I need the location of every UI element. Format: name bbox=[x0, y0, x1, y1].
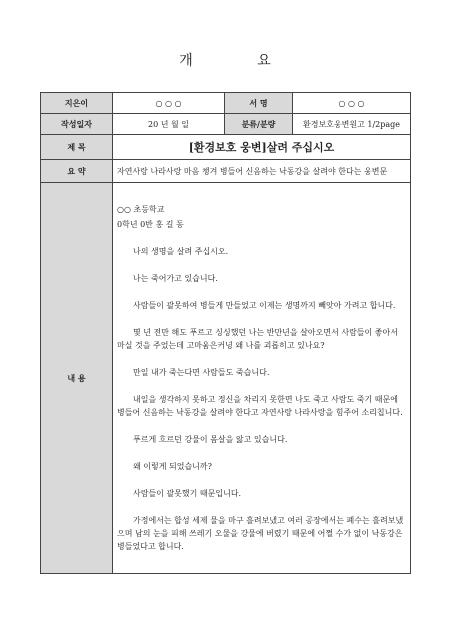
sign-value: ○ ○ ○ bbox=[293, 93, 411, 114]
paragraph: 나의 생명을 살려 주십시오. bbox=[133, 247, 229, 256]
paragraph: 가정에서는 합성 세제 물을 마구 흘려보냈고 여러 공장에서는 폐수는 흘려보냈으며 남의 눈을 피해 쓰레기 오물을 강물에 버렸기 때문에 어쩔 수가 없이 낙동강은 병들었다고 합니다. bbox=[117, 516, 404, 551]
sign-label: 서 명 bbox=[225, 93, 293, 114]
author-label: 지은이 bbox=[41, 93, 113, 114]
overview-form-table bbox=[40, 92, 411, 574]
content-body bbox=[113, 183, 411, 574]
paragraph: 내일을 생각하지 못하고 정신을 차리지 못한면 나도 죽고 사람도 죽기 때문에 병들어 신음하는 낙동강을 살려야 한다고 자연사랑 나라사랑을 힘주어 소리칩니다. bbox=[117, 395, 403, 417]
author-row bbox=[41, 93, 411, 114]
date-label: 작성일자 bbox=[41, 114, 113, 135]
paragraph: 사람들이 괄못하여 병들게 만들었고 이제는 생명까지 빼앗아 가려고 합니다. bbox=[133, 301, 396, 310]
paragraph: 나는 죽어가고 있습니다. bbox=[133, 274, 218, 283]
date-row bbox=[41, 114, 411, 135]
paragraph: 몇 년 전만 해도 푸르고 싱싱했던 나는 반만년을 살아오면서 사람들이 좋아서 마실 것을 주었는데 고마움은커녕 왜 나를 괴롭히고 있나요? bbox=[117, 328, 398, 350]
subject-label: 제 목 bbox=[41, 135, 113, 160]
content-row bbox=[41, 183, 411, 574]
school-line: ○○ 초등학교 bbox=[117, 205, 165, 214]
author-value: ○ ○ ○ bbox=[113, 93, 225, 114]
subject-value: [환경보호 웅변]살려 주십시오 bbox=[113, 135, 411, 160]
student-line: 0학년 0반 홍 길 동 bbox=[117, 220, 184, 229]
document-title: 개 요 bbox=[179, 53, 301, 69]
paragraph: 푸르게 흐르던 강물이 몸살을 앓고 있습니다. bbox=[133, 435, 288, 444]
category-label: 분류/분량 bbox=[225, 114, 293, 135]
content-label: 내 용 bbox=[41, 183, 113, 574]
date-value: 20 년 월 일 bbox=[113, 114, 225, 135]
subject-row bbox=[41, 135, 411, 160]
category-value: 환경보호웅변원고 1/2page bbox=[293, 114, 411, 135]
paragraph: 왜 이렇게 되었습니까? bbox=[133, 462, 212, 471]
summary-label: 요 약 bbox=[41, 160, 113, 183]
paragraph: 사람들이 괄못했기 때문입니다. bbox=[133, 489, 242, 498]
summary-value: 자연사랑 나라사랑 마음 챙겨 병들어 신음하는 낙동강을 살려야 한다는 웅변문 bbox=[113, 160, 411, 183]
summary-row bbox=[41, 160, 411, 183]
paragraph: 만일 내가 죽는다면 사람들도 죽습니다. bbox=[133, 368, 270, 377]
